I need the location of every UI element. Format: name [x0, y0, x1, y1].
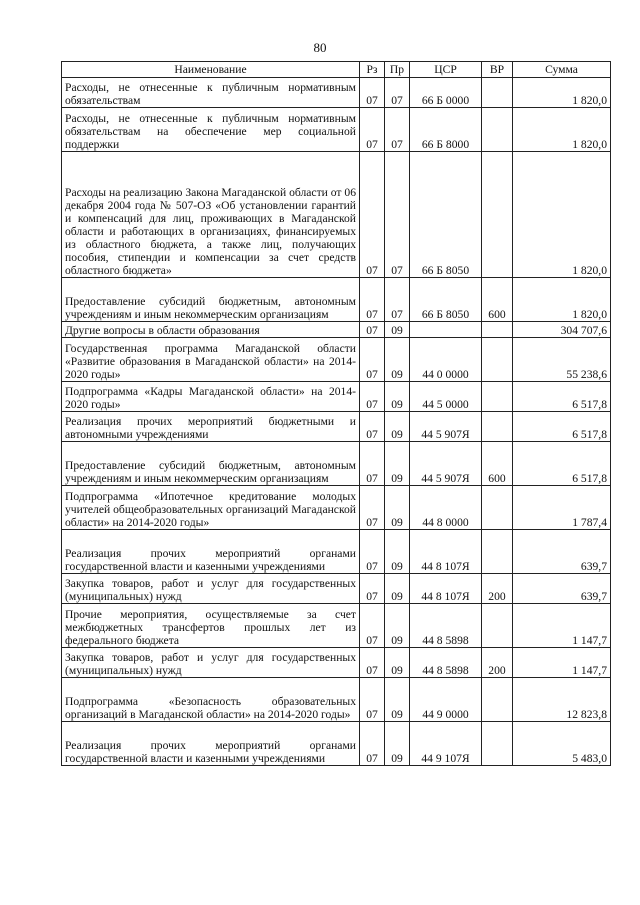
- cell-rz: 07: [360, 604, 385, 648]
- cell-name: Расходы, не отнесенные к публичным нормативным обязательствам: [62, 78, 360, 108]
- cell-name: Предоставление субсидий бюджетным, автономным учреждениям и иным некоммерческим организациям: [62, 278, 360, 322]
- cell-name: Реализация прочих мероприятий органами государственной власти и казенными учреждениями: [62, 530, 360, 574]
- cell-sum: 1 820,0: [513, 278, 611, 322]
- cell-rz: 07: [360, 412, 385, 442]
- cell-name: Государственная программа Магаданской области «Развитие образования в Магаданской области» на 2014-2020 годы»: [62, 338, 360, 382]
- cell-vr: [482, 382, 513, 412]
- cell-vr: 600: [482, 278, 513, 322]
- cell-name: Закупка товаров, работ и услуг для государственных (муниципальных) нужд: [62, 574, 360, 604]
- table-row: [62, 530, 611, 574]
- cell-rz: 07: [360, 486, 385, 530]
- cell-csr: 44 8 5898: [410, 648, 482, 678]
- cell-pr: 09: [385, 322, 410, 338]
- cell-sum: 639,7: [513, 574, 611, 604]
- cell-vr: 200: [482, 648, 513, 678]
- cell-pr: 07: [385, 152, 410, 278]
- cell-name: Предоставление субсидий бюджетным, автономным учреждениям и иным некоммерческим организациям: [62, 442, 360, 486]
- cell-pr: 09: [385, 412, 410, 442]
- cell-rz: 07: [360, 278, 385, 322]
- cell-rz: 07: [360, 382, 385, 412]
- cell-csr: 44 5 0000: [410, 382, 482, 412]
- cell-vr: [482, 486, 513, 530]
- column-header-pr: Пр: [385, 62, 410, 78]
- cell-rz: 07: [360, 722, 385, 766]
- cell-sum: 6 517,8: [513, 412, 611, 442]
- table-header-row: [62, 62, 611, 78]
- cell-vr: 600: [482, 442, 513, 486]
- cell-name: Прочие мероприятия, осуществляемые за счет межбюджетных трансфертов прошлых лет из федерального бюджета: [62, 604, 360, 648]
- cell-pr: 09: [385, 338, 410, 382]
- cell-csr: [410, 322, 482, 338]
- cell-pr: 09: [385, 486, 410, 530]
- column-header-sum: Сумма: [513, 62, 611, 78]
- cell-sum: 304 707,6: [513, 322, 611, 338]
- cell-csr: 44 8 107Я: [410, 574, 482, 604]
- cell-sum: 1 787,4: [513, 486, 611, 530]
- cell-csr: 66 Б 8050: [410, 278, 482, 322]
- cell-vr: [482, 108, 513, 152]
- table-row: [62, 78, 611, 108]
- cell-pr: 07: [385, 108, 410, 152]
- cell-csr: 44 5 907Я: [410, 442, 482, 486]
- column-header-vr: ВР: [482, 62, 513, 78]
- cell-vr: [482, 338, 513, 382]
- table-row: [62, 648, 611, 678]
- cell-csr: 44 8 5898: [410, 604, 482, 648]
- column-header-rz: Рз: [360, 62, 385, 78]
- cell-vr: [482, 322, 513, 338]
- cell-csr: 66 Б 0000: [410, 78, 482, 108]
- cell-name: Расходы на реализацию Закона Магаданской области от 06 декабря 2004 года № 507-ОЗ «Об установлении гарантий и компенсаций для лиц, проживающих в Магаданской области и работающих в организациях, финансируемых из областного бюджета, а также лиц, получающих пособия, стипендии и компенсации за счет средств областного бюджета»: [62, 152, 360, 278]
- table-row: [62, 678, 611, 722]
- table-row: [62, 108, 611, 152]
- cell-rz: 07: [360, 648, 385, 678]
- cell-vr: [482, 78, 513, 108]
- cell-pr: 09: [385, 604, 410, 648]
- cell-pr: 07: [385, 78, 410, 108]
- column-header-name: Наименование: [62, 62, 360, 78]
- cell-name: Подпрограмма «Кадры Магаданской области» на 2014-2020 годы»: [62, 382, 360, 412]
- cell-name: Подпрограмма «Ипотечное кредитование молодых учителей общеобразовательных организаций Магаданской области» на 2014-2020 годы»: [62, 486, 360, 530]
- cell-pr: 09: [385, 722, 410, 766]
- cell-pr: 09: [385, 648, 410, 678]
- cell-rz: 07: [360, 108, 385, 152]
- cell-vr: [482, 152, 513, 278]
- cell-name: Другие вопросы в области образования: [62, 322, 360, 338]
- cell-rz: 07: [360, 442, 385, 486]
- cell-sum: 1 820,0: [513, 152, 611, 278]
- cell-sum: 5 483,0: [513, 722, 611, 766]
- table-row: [62, 322, 611, 338]
- table-row: [62, 442, 611, 486]
- table-row: [62, 574, 611, 604]
- cell-name: Реализация прочих мероприятий бюджетными и автономными учреждениями: [62, 412, 360, 442]
- cell-csr: 66 Б 8050: [410, 152, 482, 278]
- cell-sum: 639,7: [513, 530, 611, 574]
- cell-csr: 44 9 107Я: [410, 722, 482, 766]
- cell-name: Закупка товаров, работ и услуг для государственных (муниципальных) нужд: [62, 648, 360, 678]
- cell-pr: 09: [385, 442, 410, 486]
- cell-sum: 6 517,8: [513, 382, 611, 412]
- budget-table: [61, 61, 611, 766]
- cell-vr: [482, 722, 513, 766]
- cell-csr: 44 5 907Я: [410, 412, 482, 442]
- cell-pr: 09: [385, 678, 410, 722]
- cell-name: Реализация прочих мероприятий органами государственной власти и казенными учреждениями: [62, 722, 360, 766]
- cell-name: Подпрограмма «Безопасность образовательных организаций в Магаданской области» на 2014-2020 годы»: [62, 678, 360, 722]
- cell-pr: 09: [385, 382, 410, 412]
- cell-rz: 07: [360, 678, 385, 722]
- cell-rz: 07: [360, 152, 385, 278]
- table-body: [62, 78, 611, 766]
- cell-pr: 09: [385, 574, 410, 604]
- cell-csr: 44 9 0000: [410, 678, 482, 722]
- cell-rz: 07: [360, 530, 385, 574]
- cell-sum: 1 820,0: [513, 108, 611, 152]
- cell-pr: 09: [385, 530, 410, 574]
- cell-sum: 55 238,6: [513, 338, 611, 382]
- cell-rz: 07: [360, 338, 385, 382]
- cell-sum: 6 517,8: [513, 442, 611, 486]
- cell-sum: 1 820,0: [513, 78, 611, 108]
- table-row: [62, 152, 611, 278]
- cell-rz: 07: [360, 78, 385, 108]
- table-row: [62, 722, 611, 766]
- cell-csr: 66 Б 8000: [410, 108, 482, 152]
- cell-sum: 1 147,7: [513, 648, 611, 678]
- table-row: [62, 412, 611, 442]
- table-row: [62, 382, 611, 412]
- cell-vr: 200: [482, 574, 513, 604]
- table-row: [62, 278, 611, 322]
- cell-vr: [482, 530, 513, 574]
- page-number: 80: [313, 40, 327, 55]
- cell-vr: [482, 412, 513, 442]
- cell-vr: [482, 604, 513, 648]
- cell-csr: 44 0 0000: [410, 338, 482, 382]
- cell-name: Расходы, не отнесенные к публичным нормативным обязательствам на обеспечение мер социальной поддержки: [62, 108, 360, 152]
- cell-pr: 07: [385, 278, 410, 322]
- column-header-csr: ЦСР: [410, 62, 482, 78]
- cell-vr: [482, 678, 513, 722]
- cell-csr: 44 8 107Я: [410, 530, 482, 574]
- cell-rz: 07: [360, 322, 385, 338]
- table-row: [62, 486, 611, 530]
- table-row: [62, 338, 611, 382]
- cell-rz: 07: [360, 574, 385, 604]
- cell-sum: 1 147,7: [513, 604, 611, 648]
- cell-sum: 12 823,8: [513, 678, 611, 722]
- cell-csr: 44 8 0000: [410, 486, 482, 530]
- table-row: [62, 604, 611, 648]
